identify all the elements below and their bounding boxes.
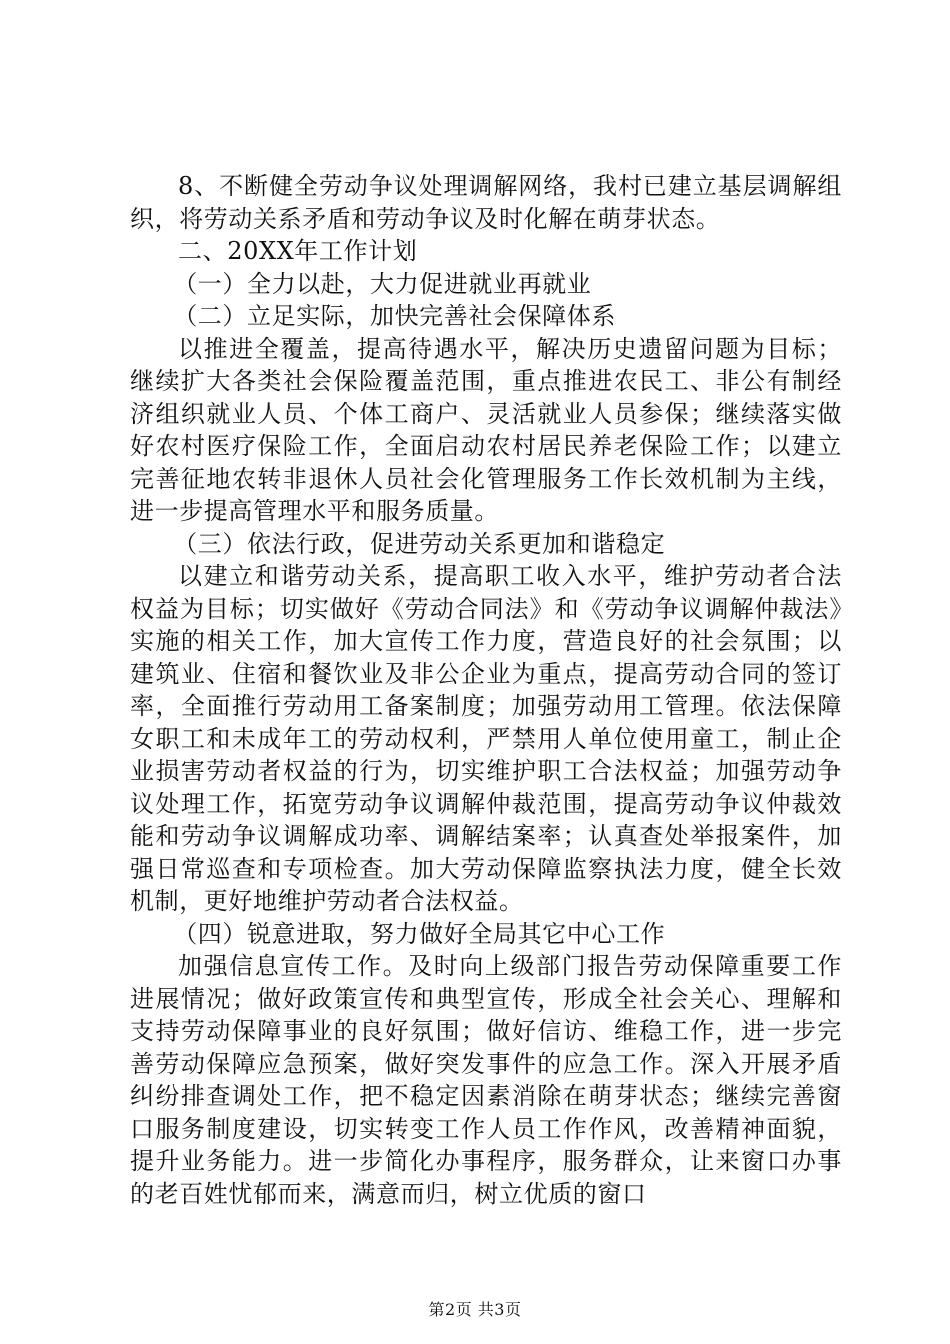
subheading-employment: （一）全力以赴，大力促进就业再就业 [173,269,592,298]
page-number-footer: 第2页 共3页 [428,1300,522,1319]
paragraph-labor-relations: 以建立和谐劳动关系，提高职工收入水平，维护劳动者合法权益为目标；切实做好《劳动合同法》和《劳动争议调解仲裁法》实施的相关工作，加大宣传工作力度，营造良好的社会氛围；以建筑业、住宿和餐饮业及非公企业为重点，提高劳动合同的签订率，全面推行劳动用工备案制度；加强劳动用工管理。依法保障女职工和未成年工的劳动权利，严禁用人单位使用童工，制止企业损害劳动者权益的行为，切实维护职工合法权益；加强劳动争议处理工作，拓宽劳动争议调解仲裁范围，提高劳动争议仲裁效能和劳动争议调解成功率、调解结案率；认真查处举报案件，加强日常巡查和专项检查。加大劳动保障监察执法力度，健全长效机制，更好地维护劳动者合法权益。 [130,562,842,915]
subheading-labor-relations: （三）依法行政，促进劳动关系更加和谐稳定 [173,529,666,558]
paragraph-other-work: 加强信息宣传工作。及时向上级部门报告劳动保障重要工作进展情况；做好政策宣传和典型宣传，形成全社会关心、理解和支持劳动保障事业的良好氛围；做好信访、维稳工作，进一步完善劳动保障应急预案，做好突发事件的应急工作。深入开展矛盾纠纷排查调处工作，把不稳定因素消除在萌芽状态；继续完善窗口服务制度建设，切实转变工作人员工作作风，改善精神面貌，提升业务能力。进一步简化办事程序，服务群众，让来窗口办事的老百姓忧郁而来，满意而归，树立优质的窗口 [130,952,842,1208]
document-body [130,170,842,1210]
subheading-other-work: （四）锐意进取，努力做好全局其它中心工作 [173,919,666,948]
subheading-social-security: （二）立足实际，加快完善社会保障体系 [173,302,616,330]
section-heading-plan: 二、20XX年工作计划 [178,237,418,265]
paragraph-item-8: 8、不断健全劳动争议处理调解网络，我村已建立基层调解组织，将劳动关系矛盾和劳动争议及时化解在萌芽状态。 [130,172,842,233]
paragraph-social-security: 以推进全覆盖，提高待遇水平，解决历史遗留问题为目标；继续扩大各类社会保险覆盖范围，重点推进农民工、非公有制经济组织就业人员、个体工商户、灵活就业人员参保；继续落实做好农村医疗保险工作，全面启动农村居民养老保险工作；以建立完善征地农转非退休人员社会化管理服务工作长效机制为主线，进一步提高管理水平和服务质量。 [130,334,842,525]
